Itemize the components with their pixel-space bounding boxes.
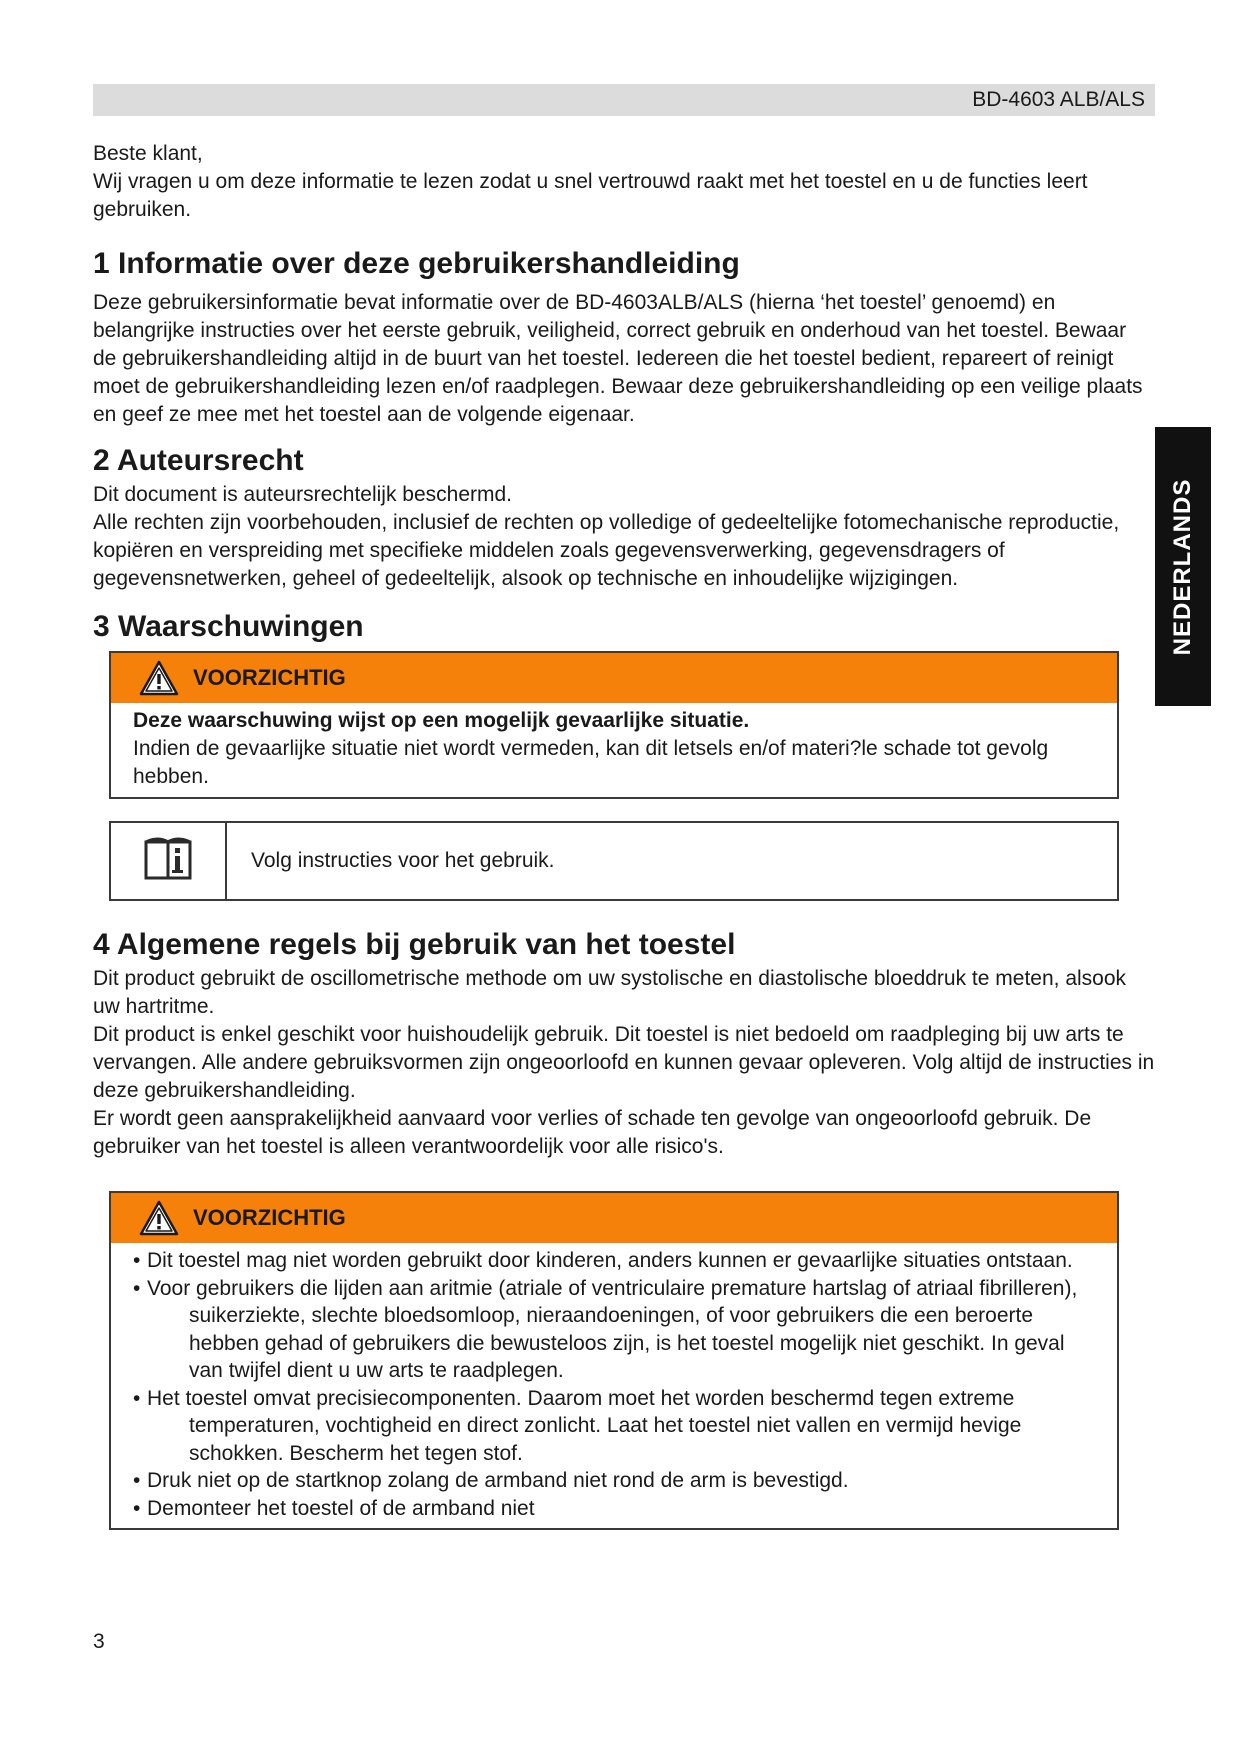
warning-triangle-icon [139,1200,179,1236]
caution-bold-text: Deze waarschuwing wijst op een mogelijk gevaarlijke situatie. [133,709,750,732]
header-bar [93,84,1155,116]
greeting: Beste klant, [93,142,203,165]
caution-label: VOORZICHTIG [193,1205,346,1230]
caution-label: VOORZICHTIG [193,665,346,690]
model-number: BD-4603 ALB/ALS [972,88,1145,111]
section-3-title: 3 Waarschuwingen [93,610,364,643]
section-2-title: 2 Auteursrecht [93,444,304,477]
caution-header [111,1193,1117,1243]
section-4-title: 4 Algemene regels bij gebruik van het toestel [93,928,736,961]
caution-header [111,653,1117,703]
info-icon-cell [111,823,227,899]
caution-box-general [109,1191,1119,1530]
caution-body [111,1243,1117,1528]
language-tab [1155,427,1211,706]
list-item: • Het toestel omvat precisiecomponenten. Daarom moet het worden beschermd tegen extreme temperaturen, vochtigheid en direct zonlicht. Laat het toestel niet vallen en vermijd hevige schokken. Bescherm het tegen stof. [133,1386,1022,1465]
warning-triangle-icon [139,660,179,696]
list-item: • Voor gebruikers die lijden aan aritmie (atriale of ventriculaire premature hartslag of atriaal fibrilleren), suikerziekte, slechte bloedsomloop, nieraandoeningen, of voor gebruikers die een beroerte hebben gehad of gebruikers die bewusteloos zijn, is het toestel mogelijk niet geschikt. In geval van twijfel dient u uw arts te raadplegen. [133,1276,1078,1382]
section-1-title: 1 Informatie over deze gebruikershandleiding [93,247,740,280]
list-item: • Druk niet op de startknop zolang de armband niet rond de arm is bevestigd. [133,1469,849,1492]
language-tab-label: NEDERLANDS [1169,478,1196,655]
section-2-line-1: Dit document is auteursrechtelijk beschermd. [93,483,513,506]
page-number: 3 [93,1630,105,1653]
page-content [93,140,1155,1530]
section-4-para-3: Er wordt geen aansprakelijkheid aanvaard voor verlies of schade ten gevolge van ongeoorloofd gebruik. De gebruiker van het toestel is alleen verantwoordelijk voor alle risico's. [93,1107,1092,1158]
list-item: • Dit toestel mag niet worden gebruikt door kinderen, anders kunnen er gevaarlijke situaties ontstaan. [133,1249,1073,1272]
info-box [109,821,1119,901]
caution-text: Indien de gevaarlijke situatie niet wordt vermeden, kan dit letsels en/of materi?le schade tot gevolg hebben. [133,737,1049,788]
info-text: Volg instructies voor het gebruik. [251,849,555,872]
intro [93,140,1155,224]
caution-body [111,703,1117,797]
section-4-para-1: Dit product gebruikt de oscillometrische methode om uw systolische en diastolische bloeddruk te meten, alsook uw hartritme. [93,967,1127,1018]
section-2-line-2: Alle rechten zijn voorbehouden, inclusief de rechten op volledige of gedeeltelijke fotomechanische reproductie, kopiëren en verspreiding met specifieke middelen zoals gegevensverwerking, gegevensdragers of gegevensnetwerken, geheel of gedeeltelijk, alsook op technische en inhoudelijke wijzigingen. [93,511,1120,590]
intro-text: Wij vragen u om deze informatie te lezen zodat u snel vertrouwd raakt met het toestel en u de functies leert gebruiken. [93,170,1088,221]
section-4-para-2: Dit product is enkel geschikt voor huishoudelijk gebruik. Dit toestel is niet bedoeld om raadpleging bij uw arts te vervangen. Alle andere gebruiksvormen zijn ongeoorloofd en kunnen gevaar opleveren. Volg altijd de instructies in deze gebruikershandleiding. [93,1023,1155,1102]
list-item: • Demonteer het toestel of de armband niet [133,1496,535,1520]
manual-info-icon [140,834,196,889]
caution-box-warnings [109,651,1119,799]
section-1-text: Deze gebruikersinformatie bevat informatie over de BD-4603ALB/ALS (hierna ‘het toestel’ genoemd) en belangrijke instructies over het eerste gebruik, veiligheid, correct gebruik en onderhoud van het toestel. Bewaar de gebruikershandleiding altijd in de buurt van het toestel. Iedereen die het toestel bedient, repareert of reinigt moet de gebruikershandleiding lezen en/of raadplegen. Bewaar deze gebruikershandleiding op een veilige plaats en geef ze mee met het toestel aan de volgende eigenaar. [93,291,1143,426]
caution-bullet-list [133,1247,1095,1522]
